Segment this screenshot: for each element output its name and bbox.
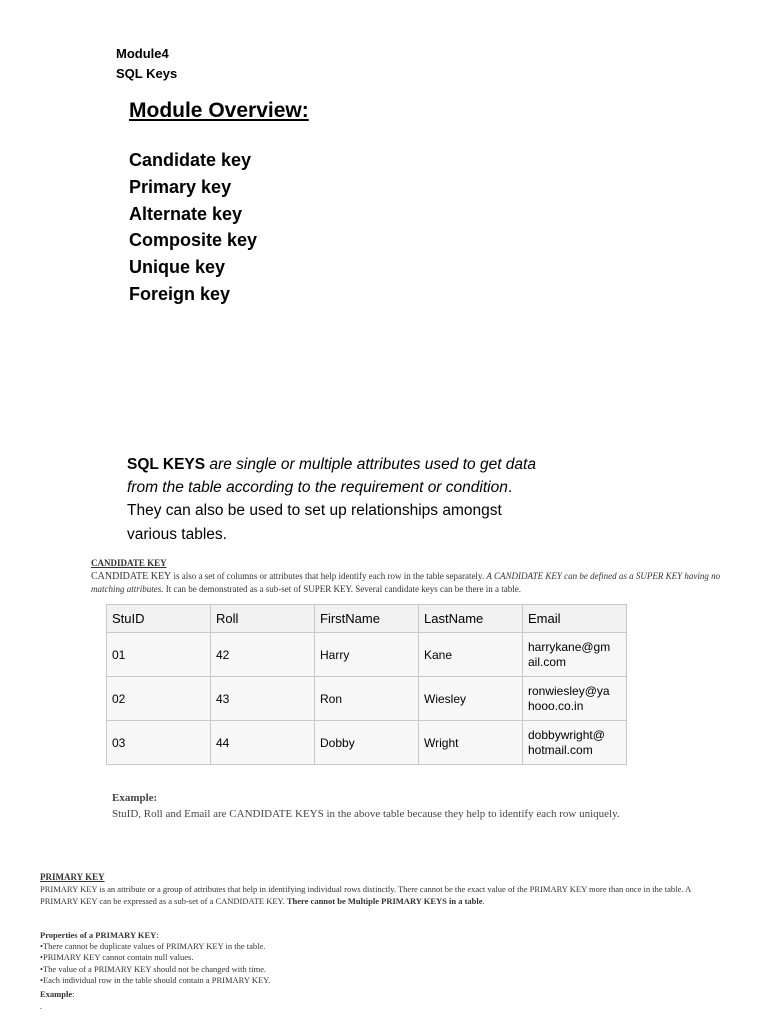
candidate-key-table	[106, 604, 627, 765]
candidate-key-text-1: is also a set of columns or attributes that help identify each row in the table separately.	[171, 571, 487, 581]
sql-keys-definition	[127, 453, 537, 546]
module-number: Module4	[116, 46, 169, 61]
primary-example-label	[40, 989, 75, 999]
candidate-example-label: Example:	[112, 792, 158, 804]
column-header: LastName	[419, 605, 523, 633]
table-row	[107, 677, 627, 721]
email-cell	[523, 633, 627, 677]
candidate-key-heading: CANDIDATE KEY	[91, 558, 167, 568]
candidate-key-description	[91, 570, 741, 595]
column-header: Roll	[211, 605, 315, 633]
topic-item: Primary key	[129, 176, 232, 197]
module-header	[116, 44, 177, 84]
properties-heading-colon: :	[156, 930, 159, 940]
overview-title: Module Overview:	[129, 99, 309, 122]
primary-key-properties-heading	[40, 930, 159, 940]
candidate-key-italic: A CANDIDATE KEY can be defined as a SUPER KEY having no matching attributes.	[91, 571, 721, 594]
topic-item: Candidate key	[129, 150, 252, 170]
trailing-dot: .	[40, 1001, 43, 1011]
primary-key-description	[40, 884, 720, 907]
table-header-row	[107, 605, 627, 633]
primary-example-text: Example	[40, 989, 73, 999]
primary-example-colon: :	[72, 989, 75, 999]
table-row	[107, 633, 627, 677]
candidate-example-text: StuID, Roll and Email are CANDIDATE KEYS in the above table because they help to identify each row uniquely.	[112, 808, 620, 820]
email-line: hotmail.com	[528, 742, 593, 757]
module-title: SQL Keys	[116, 66, 178, 81]
list-item: •The value of a PRIMARY KEY should not be changed with time.	[40, 963, 267, 974]
topic-item: Unique key	[129, 257, 226, 278]
table-row	[107, 721, 627, 765]
primary-key-properties-list	[40, 941, 270, 987]
firstname-cell: Dobby	[315, 721, 419, 765]
candidate-key-text-2: It can be demonstrated as a sub-set of SUPER KEY. Several candidate keys can be there in a table.	[163, 584, 521, 594]
list-item: •PRIMARY KEY cannot contain null values.	[40, 952, 194, 963]
stuid-cell: 01	[107, 633, 211, 677]
stuid-cell: 03	[107, 721, 211, 765]
properties-heading-text: Properties of a PRIMARY KEY	[40, 930, 157, 940]
roll-cell: 43	[211, 677, 315, 721]
primary-key-text-end: .	[482, 895, 485, 906]
email-line: ail.com	[528, 654, 567, 669]
email-line: harrykane@gm	[528, 639, 611, 654]
topic-list	[129, 147, 257, 308]
primary-key-text: PRIMARY KEY is an attribute or a group of attributes that help in identifying individual rows distinctly. There cannot be the exact value of the PRIMARY KEY more than once in the table. A PRIMARY KEY can be expressed as a sub-set of a CANDIDATE KEY.	[40, 884, 691, 906]
email-line: ronwiesley@ya	[528, 683, 610, 698]
firstname-cell: Ron	[315, 677, 419, 721]
topic-item: Alternate key	[129, 203, 243, 224]
email-cell	[523, 721, 627, 765]
list-item: •Each individual row in the table should contain a PRIMARY KEY.	[40, 975, 271, 986]
sql-keys-italic: are single or multiple attributes used to get data from the table according to the requirement or condition	[127, 456, 536, 497]
topic-item: Foreign key	[129, 283, 231, 304]
column-header: Email	[523, 605, 627, 633]
stuid-cell: 02	[107, 677, 211, 721]
column-header: StuID	[107, 605, 211, 633]
lastname-cell: Wiesley	[419, 677, 523, 721]
candidate-key-lead: CANDIDATE KEY	[91, 571, 172, 582]
email-cell	[523, 677, 627, 721]
sql-keys-rest: . They can also be used to set up relationships amongst various tables.	[127, 479, 513, 543]
topic-item: Composite key	[129, 230, 258, 251]
roll-cell: 44	[211, 721, 315, 765]
roll-cell: 42	[211, 633, 315, 677]
lastname-cell: Kane	[419, 633, 523, 677]
email-line: dobbywright@	[528, 727, 605, 742]
column-header: FirstName	[315, 605, 419, 633]
lastname-cell: Wright	[419, 721, 523, 765]
primary-key-bold-note: There cannot be Multiple PRIMARY KEYS in a table	[286, 895, 483, 906]
sql-keys-term: SQL KEYS	[127, 456, 206, 473]
primary-key-heading: PRIMARY KEY	[40, 872, 105, 882]
email-line: hooo.co.in	[528, 698, 584, 713]
list-item: •There cannot be duplicate values of PRIMARY KEY in the table.	[40, 941, 266, 951]
firstname-cell: Harry	[315, 633, 419, 677]
